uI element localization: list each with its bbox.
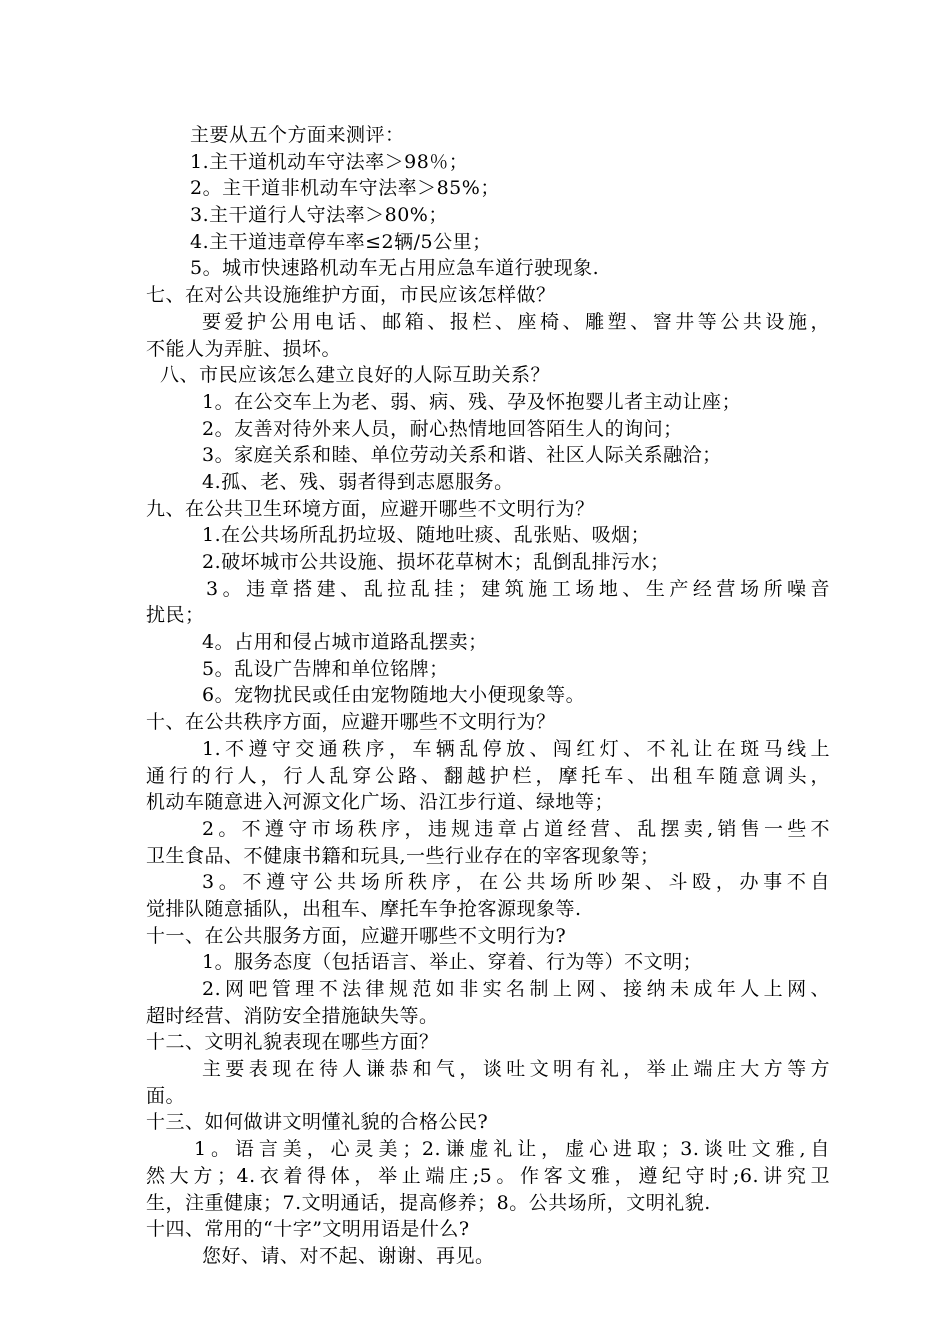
text-line: 4。占用和侵占城市道路乱摆卖； bbox=[202, 631, 488, 654]
section-heading: 十三、如何做讲文明懂礼貌的合格公民? bbox=[146, 1111, 489, 1134]
text-line: 5。城市快速路机动车无占用应急车道行驶现象. bbox=[190, 257, 600, 280]
text-line: 2。不遵守市场秩序，违规违章占道经营、乱摆卖,销售一些不 bbox=[202, 817, 830, 840]
text-line: 1.在公共场所乱扔垃圾、随地吐痰、乱张贴、吸烟； bbox=[202, 524, 651, 547]
text-line: 6。宠物扰民或任由宠物随地大小便现象等。 bbox=[202, 684, 586, 707]
text-line: 2.破坏城市公共设施、损坏花草树木；乱倒乱排污水； bbox=[202, 551, 670, 573]
section-heading: 十一、在公共服务方面，应避开哪些不文明行为? bbox=[146, 924, 567, 947]
section-heading: 十二、文明礼貌表现在哪些方面？ bbox=[146, 1031, 439, 1054]
text-line: 不能人为弄脏、损坏。 bbox=[146, 337, 342, 360]
text-line: 您好、请、对不起、谢谢、再见。 bbox=[202, 1244, 495, 1267]
document-page bbox=[146, 122, 830, 1270]
text-line: 2。主干道非机动车守法率＞85%； bbox=[190, 177, 500, 200]
text-line: 觉排队随意插队，出租车、摩托车争抢客源现象等. bbox=[146, 897, 582, 920]
section-heading: 九、在公共卫生环境方面，应避开哪些不文明行为？ bbox=[146, 497, 595, 520]
section-heading: 八、市民应该怎么建立良好的人际互助关系？ bbox=[160, 364, 551, 387]
text-line: 1.主干道机动车守法率＞98％； bbox=[190, 150, 469, 173]
text-line: 4.主干道违章停车率≤2辆/5公里； bbox=[190, 230, 492, 253]
text-line: 主要从五个方面来测评： bbox=[190, 124, 405, 146]
text-line: 4.孤、老、残、弱者得到志愿服务。 bbox=[202, 470, 514, 493]
text-line: 1.不遵守交通秩序，车辆乱停放、闯红灯、不礼让在斑马线上 bbox=[202, 737, 830, 760]
text-line: 5。乱设广告牌和单位铭牌； bbox=[202, 657, 449, 680]
text-line: 3。家庭关系和睦、单位劳动关系和谐、社区人际关系融洽； bbox=[202, 444, 722, 467]
section-heading: 十四、常用的“十字”文明用语是什么? bbox=[146, 1218, 470, 1241]
text-line: 超时经营、消防安全措施缺失等。 bbox=[146, 1004, 439, 1027]
text-line: 2。友善对待外来人员，耐心热情地回答陌生人的询问； bbox=[202, 417, 683, 440]
text-line: 1。服务态度（包括语言、举止、穿着、行为等）不文明； bbox=[202, 951, 703, 974]
section-heading: 十、在公共秩序方面，应避开哪些不文明行为？ bbox=[146, 711, 556, 734]
text-line: 3。违章搭建、乱拉乱挂；建筑施工场地、生产经营场所噪音 bbox=[206, 577, 830, 600]
text-line: 3。不遵守公共场所秩序，在公共场所吵架、斗殴，办事不自 bbox=[202, 871, 830, 894]
text-line: 然大方；4.衣着得体，举止端庄;5。作客文雅，遵纪守时;6.讲究卫 bbox=[146, 1164, 830, 1187]
text-line: 面。 bbox=[146, 1084, 186, 1107]
text-line: 要爱护公用电话、邮箱、报栏、座椅、雕塑、窨井等公共设施， bbox=[202, 310, 830, 333]
text-line: 主要表现在待人谦恭和气，谈吐文明有礼，举止端庄大方等方 bbox=[202, 1058, 830, 1081]
text-line: 扰民； bbox=[146, 604, 205, 627]
text-line: 通行的行人，行人乱穿公路、翻越护栏，摩托车、出租车随意调头， bbox=[146, 764, 830, 787]
text-line: 1。语言美，心灵美；2.谦虚礼让，虚心进取；3.谈吐文雅,自 bbox=[194, 1138, 830, 1161]
text-line: 生，注重健康；7.文明通话，提高修养；8。公共场所，文明礼貌. bbox=[146, 1191, 711, 1214]
section-heading: 七、在对公共设施维护方面，市民应该怎样做？ bbox=[146, 284, 556, 307]
text-line: 卫生食品、不健康书籍和玩具,一些行业存在的宰客现象等； bbox=[146, 844, 660, 867]
text-line: 3.主干道行人守法率＞80%； bbox=[190, 204, 448, 227]
text-line: 1。在公交车上为老、弱、病、残、孕及怀抱婴儿者主动让座； bbox=[202, 390, 742, 413]
text-line: 2.网吧管理不法律规范如非实名制上网、接纳未成年人上网、 bbox=[202, 978, 830, 1000]
text-line: 机动车随意进入河源文化广场、沿江步行道、绿地等； bbox=[146, 791, 615, 814]
